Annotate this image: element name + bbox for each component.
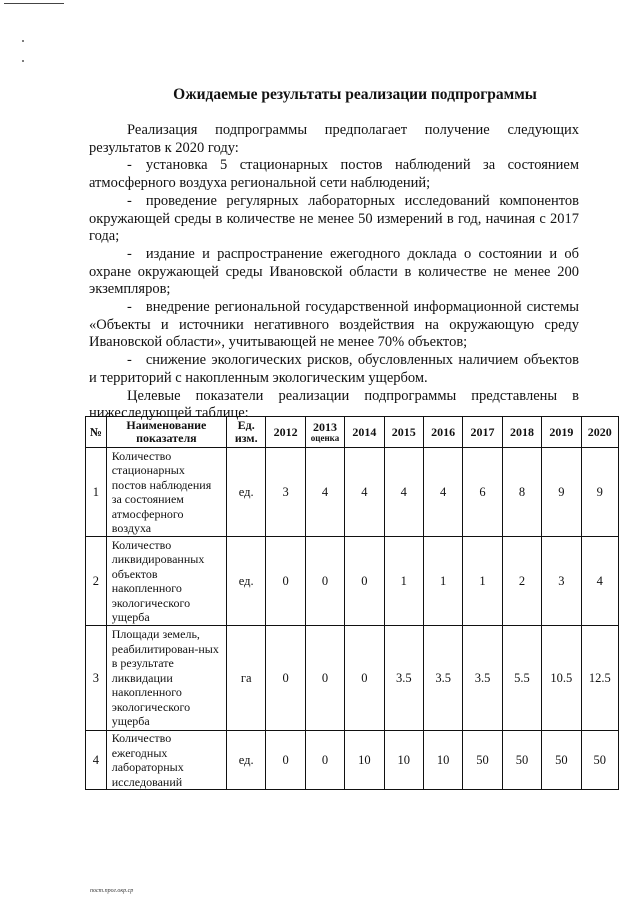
row-value: 0	[345, 537, 384, 626]
row-value: 3	[542, 537, 581, 626]
row-name: Количество стационарных постов наблюдения за состоянием атмосферного воздуха	[106, 448, 226, 537]
dash-bullet: -	[127, 299, 132, 316]
page-title: Ожидаемые результаты реализации подпрограммы	[173, 86, 537, 103]
row-name: Количество ликвидированных объектов накопленного экологического ущерба	[106, 537, 226, 626]
row-value: 12.5	[581, 626, 618, 731]
header-year: 2012	[266, 417, 305, 448]
dash-bullet: -	[127, 157, 132, 174]
header-year: 2015	[384, 417, 423, 448]
table-intro: Целевые показатели реализации подпрограммы представлены в нижеследующей таблице:	[89, 387, 579, 422]
indicators-table	[85, 416, 619, 790]
row-value: 10	[423, 731, 462, 790]
row-value: 50	[542, 731, 581, 790]
row-value: 10	[345, 731, 384, 790]
row-value: 6	[463, 448, 502, 537]
header-2013-note: оценка	[310, 433, 340, 443]
table-header-row	[86, 417, 619, 448]
row-value: 5.5	[502, 626, 541, 731]
list-item: - издание и распространение ежегодного доклада о состоянии и об охране окружающей среды Ивановской области в количестве не менее 200 экземпляров;	[89, 245, 579, 298]
row-value: 4	[581, 537, 618, 626]
row-value: 3.5	[463, 626, 502, 731]
row-value: 0	[266, 626, 305, 731]
row-value: 1	[463, 537, 502, 626]
row-unit: га	[227, 626, 266, 731]
table-row	[86, 448, 619, 537]
header-year-2013: 2013 оценка	[305, 417, 344, 448]
table-row	[86, 731, 619, 790]
row-value: 0	[345, 626, 384, 731]
scan-speck	[22, 60, 24, 62]
body-text	[89, 122, 579, 423]
row-value: 50	[463, 731, 502, 790]
row-num: 2	[86, 537, 107, 626]
header-unit: Ед. изм.	[227, 417, 266, 448]
row-name: Площади земель, реабилитирован-ных в результате ликвидации накопленного экологического ущерба	[106, 626, 226, 731]
row-value: 3.5	[423, 626, 462, 731]
row-value: 2	[502, 537, 541, 626]
row-value: 4	[384, 448, 423, 537]
table-row	[86, 537, 619, 626]
list-item: - установка 5 стационарных постов наблюдений за состоянием атмосферного воздуха региональной сети наблюдений;	[89, 157, 579, 192]
header-year: 2019	[542, 417, 581, 448]
row-value: 0	[305, 537, 344, 626]
header-year: 2017	[463, 417, 502, 448]
row-num: 1	[86, 448, 107, 537]
row-value: 10.5	[542, 626, 581, 731]
top-rule	[4, 3, 64, 4]
row-value: 3	[266, 448, 305, 537]
row-name: Количество ежегодных лабораторных исследований	[106, 731, 226, 790]
row-value: 4	[305, 448, 344, 537]
row-value: 4	[345, 448, 384, 537]
row-unit: ед.	[227, 537, 266, 626]
row-value: 0	[305, 731, 344, 790]
row-value: 8	[502, 448, 541, 537]
list-item: - внедрение региональной государственной информационной системы «Объекты и источники негативного воздействия на окружающую среду Ивановской области», учитывающей не менее 70% объектов;	[89, 299, 579, 351]
dash-bullet: -	[127, 192, 132, 209]
row-value: 10	[384, 731, 423, 790]
row-value: 0	[266, 537, 305, 626]
row-value: 3.5	[384, 626, 423, 731]
row-num: 4	[86, 731, 107, 790]
footer-filename: пост.прог.окр.ср	[90, 888, 134, 894]
header-num: №	[86, 417, 107, 448]
row-unit: ед.	[227, 448, 266, 537]
row-value: 9	[581, 448, 618, 537]
row-value: 4	[423, 448, 462, 537]
header-name: Наименование показателя	[106, 417, 226, 448]
row-num: 3	[86, 626, 107, 731]
dash-bullet: -	[127, 245, 132, 262]
row-value: 0	[305, 626, 344, 731]
row-value: 9	[542, 448, 581, 537]
row-value: 1	[384, 537, 423, 626]
intro-paragraph: Реализация подпрограммы предполагает получение следующих результатов к 2020 году:	[89, 122, 579, 156]
header-year: 2018	[502, 417, 541, 448]
list-item: - снижение экологических рисков, обусловленных наличием объектов и территорий с накопленным экологическим ущербом.	[89, 352, 579, 386]
list-item: - проведение регулярных лабораторных исследований компонентов окружающей среды в количестве не менее 50 измерений в год, начиная с 2017 года;	[89, 192, 579, 245]
header-year: 2020	[581, 417, 618, 448]
row-value: 1	[423, 537, 462, 626]
row-value: 50	[581, 731, 618, 790]
row-unit: ед.	[227, 731, 266, 790]
row-value: 0	[266, 731, 305, 790]
header-year: 2014	[345, 417, 384, 448]
row-value: 50	[502, 731, 541, 790]
table-row	[86, 626, 619, 731]
scan-speck	[22, 40, 24, 42]
header-year: 2016	[423, 417, 462, 448]
dash-bullet: -	[127, 352, 132, 369]
